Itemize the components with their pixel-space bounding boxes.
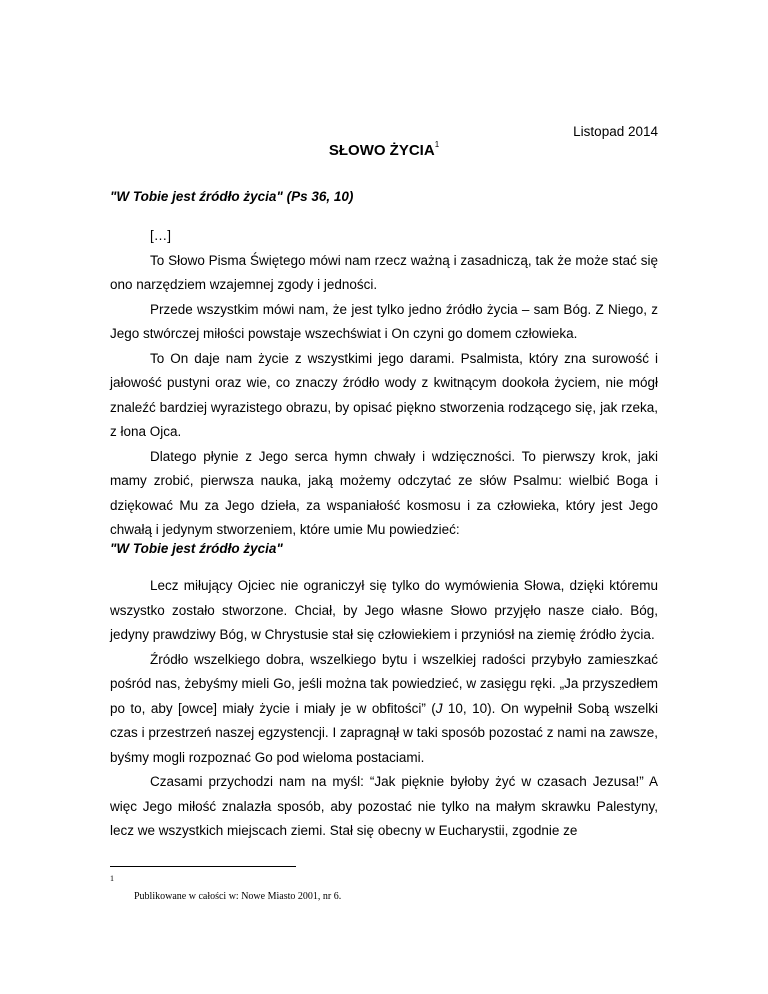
document-date: Listopad 2014 [573,124,658,139]
footnote-separator [110,866,296,867]
paragraph: To On daje nam życie z wszystkimi jego darami. Psalmista, który zna surowość i jałowość pustyni oraz wie, co znaczy źródło wody z kwitnącym dookoła życiem, nie mógł znaleźć bardziej wyrazistego obrazu, by opisać piękno stworzenia rodzącego się, jak rzeka, z łona Ojca. [110,350,658,439]
title-text: SŁOWO ŻYCIA [328,142,435,159]
text-block-1 [110,224,658,543]
ellipsis: […] [150,228,172,243]
paragraph: Czasami przychodzi nam na myśl: “Jak pięknie byłoby żyć w czasach Jezusa!” A więc Jego miłość znalazła sposób, aby pozostać nie tylko na małym skrawku Palestyny, lecz we wszystkich miejscach ziemi. Stał się obecny w Eucharystii, zgodnie ze [110,774,658,838]
paragraph: Lecz miłujący Ojciec nie ograniczył się tylko do wymówienia Słowa, dzięki któremu wszystko zostało stworzone. Chciał, by Jego własne Słowo przyjęło nasze ciało. Bóg, jedyny prawdziwy Bóg, w Chrystusie stał się człowiekiem i przyniósł na ziemię źródło życia. [110,578,658,642]
page-title [0,142,768,159]
title-footnote-mark: 1 [434,140,440,149]
paragraph: Przede wszystkim mówi nam, że jest tylko jedno źródło życia – sam Bóg. Z Niego, z Jego stwórczej miłości powstaje wszechświat i On czyni go domem człowieka. [110,301,658,341]
scripture-heading: "W Tobie jest źródło życia" (Ps 36, 10) [110,189,354,204]
paragraph-part: 10, 10). On wypełnił Sobą wszelki czas i przestrzeń naszej egzystencji. I zapragnął w taki sposób pozostać z nami na zawsze, byśmy mogli rozpoznać Go pod wieloma postaciami. [110,700,658,765]
footnote-number: 1 [110,874,114,883]
footnote-text: Publikowane w całości w: Nowe Miasto 2001, nr 6. [134,891,342,902]
scripture-heading-repeat: "W Tobie jest źródło życia" [110,541,283,556]
bible-reference: J [435,700,443,716]
text-block-2 [110,574,658,844]
paragraph [110,648,658,771]
paragraph: Dlatego płynie z Jego serca hymn chwały i wdzięczności. To pierwszy krok, jaki mamy zrobić, pierwsza nauka, jaką możemy odczytać ze słów Psalmu: wielbić Boga i dziękować Mu za Jego dzieła, za wspaniałość kosmosu i za człowieka, który jest Jego chwałą i jedynym stworzeniem, które umie Mu powiedzieć: [110,448,658,537]
paragraph: To Słowo Pisma Świętego mówi nam rzecz ważną i zasadniczą, tak że może stać się ono narzędziem wzajemnej zgody i jedności. [110,252,658,292]
paragraph-part: Źródło wszelkiego dobra, wszelkiego bytu i wszelkiej radości przybyło zamieszkać pośród nas, żebyśmy mieli Go, jeśli można tak powiedzieć, w zasięgu ręki. „Ja przyszedłem po to, aby [owce] miały życie i miały je w obfitości” ( [110,651,658,716]
